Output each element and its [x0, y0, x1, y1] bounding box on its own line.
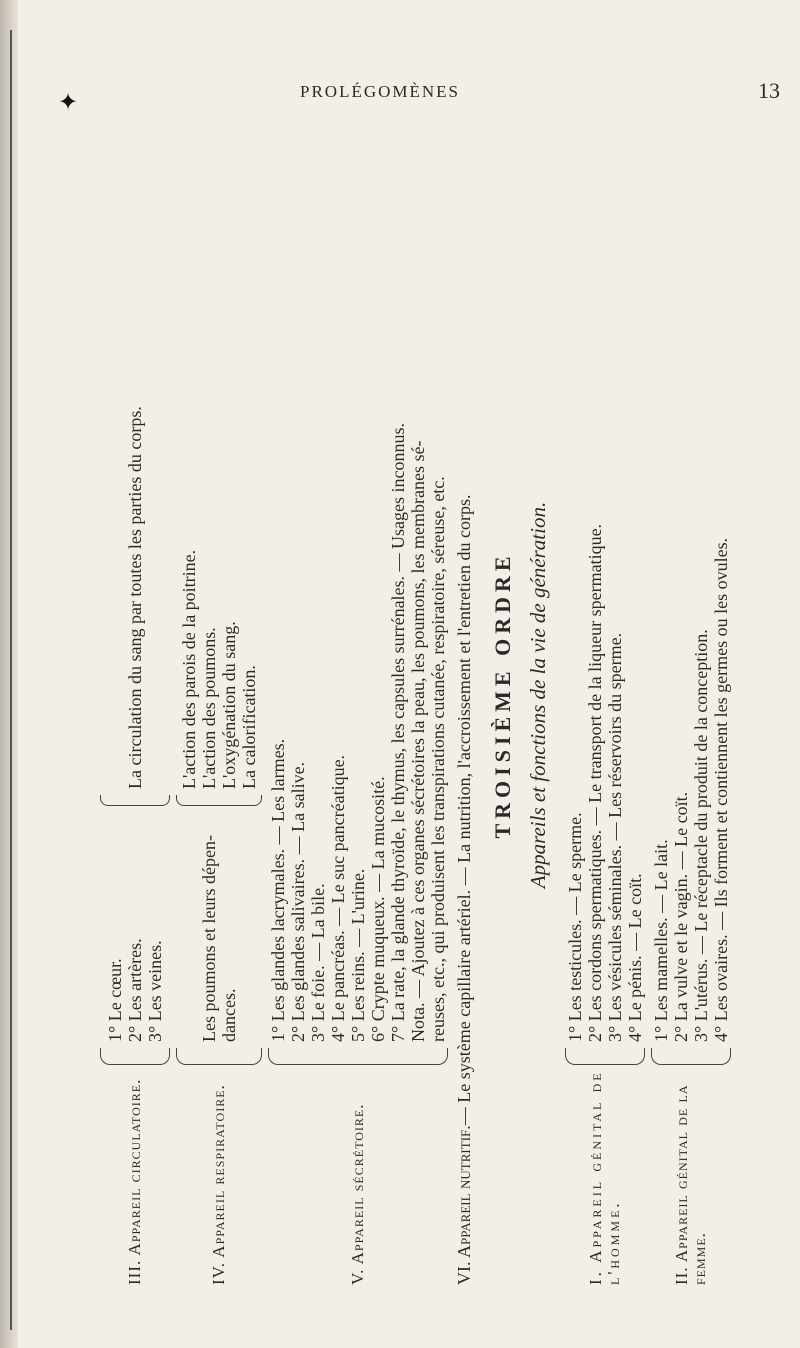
respiratory-group — [176, 105, 262, 1042]
list-item: 2° Les glandes salivaires. — La salive. — [288, 761, 308, 1042]
list-item: La calorification. — [239, 665, 259, 789]
section-text: — Le système capillaire artériel. — La nutrition, l'accroissement et l'entretien du corps. — [454, 494, 474, 1126]
list-item: 1° Les glandes lacrymales. — Les larmes. — [268, 738, 288, 1042]
binding-edge — [0, 0, 18, 1348]
section-title: V. Appareil sécrétoire. — [348, 1103, 367, 1285]
list-item: 3° Les vésicules séminales. — Les réservoirs du sperme. — [605, 632, 625, 1042]
rotated-text-block — [100, 105, 740, 1285]
list-item: 1° Le cœur. — [105, 958, 125, 1042]
function-list — [179, 550, 259, 789]
list-item: 1° Les mamelles. — Le lait. — [651, 839, 671, 1042]
section-female-genital — [651, 105, 731, 1285]
list-item: 2° Les artères. — [125, 938, 145, 1042]
list-item: 3° L'utérus. — Le réceptacle du produit de la conception. — [691, 629, 711, 1042]
list-item: 7° La rate, la glande thyroïde, le thymus, les capsules surrénales. — Usages inconnus. — [388, 422, 408, 1042]
brace — [565, 1048, 645, 1065]
page-number: 13 — [758, 78, 780, 103]
section-items — [176, 105, 262, 1042]
organ-lead: Les poumons et leurs dépen-dances. — [199, 835, 239, 1042]
list-item: 6° Crypte muqueux. — La mucosité. — [368, 776, 388, 1042]
brace — [100, 795, 170, 806]
list-item: 2° La vulve et le vagin. — Le coït. — [671, 791, 691, 1042]
list-item: 5° Les reins. — L'urine. — [348, 868, 368, 1042]
list-item: 4° Le pancréas. — Le suc pancréatique. — [328, 754, 348, 1042]
section-secretory — [268, 105, 448, 1285]
list-item: L'action des parois de la poitrine. — [179, 549, 199, 789]
section-nutritive — [454, 105, 474, 1285]
brace — [176, 795, 262, 806]
circulatory-group — [100, 105, 170, 1042]
list-item: 2° Les cordons spermatiques. — Le transport de la liqueur spermatique. — [585, 523, 605, 1042]
list-item: 1° Les testicules. — Le sperme. — [565, 812, 585, 1042]
section-items — [268, 105, 448, 1042]
section-title: IV. Appareil respiratoire. — [209, 1084, 228, 1285]
nota-line: Nota. — Ajoutez à ces organes sécrétoires la peau, les poumons, les membranes sé- — [408, 440, 428, 1042]
order-heading: TROISIÈME ORDRE — [490, 551, 515, 839]
list-item: L'oxygénation du sang. — [219, 621, 239, 789]
list-item: 3° Le foie. — La bile. — [308, 883, 328, 1042]
section-title: I. Appareil génital de l'homme. — [586, 1070, 623, 1285]
section-circulatory — [100, 105, 170, 1285]
brace — [268, 1048, 448, 1065]
section-items — [565, 105, 645, 1042]
organ-list — [105, 812, 165, 1042]
ink-spot-mark: ✦ — [58, 88, 79, 116]
binding-rule — [10, 30, 12, 1330]
function-note: La circulation du sang par toutes les parties du corps. — [125, 406, 145, 789]
section-title: III. Appareil circulatoire. — [125, 1078, 144, 1285]
list-item: 4° Les ovaires. — Ils forment et contiennent les germes ou les ovules. — [711, 537, 731, 1042]
section-respiratory — [176, 105, 262, 1285]
brace — [176, 1048, 262, 1065]
list-item: 3° Les veines. — [145, 940, 165, 1042]
order-subtitle: Appareils et fonctions de la vie de génération. — [526, 501, 550, 889]
nota-line: reuses, etc., qui produisent les transpirations cutanée, respiratoire, séreuse, etc. — [428, 476, 448, 1042]
section-title: II. Appareil génital de la femme. — [672, 1084, 709, 1285]
running-head: PROLÉGOMÈNES — [300, 82, 461, 101]
list-item: 4° Le pénis. — Le coït. — [625, 873, 645, 1042]
list-item: L'action des poumons. — [199, 627, 219, 789]
section-male-genital — [565, 105, 645, 1285]
section-items — [651, 105, 731, 1042]
brace — [100, 1048, 170, 1065]
section-items — [100, 105, 170, 1042]
section-title: VI. Appareil nutritif. — [454, 1125, 474, 1285]
brace — [651, 1048, 731, 1065]
